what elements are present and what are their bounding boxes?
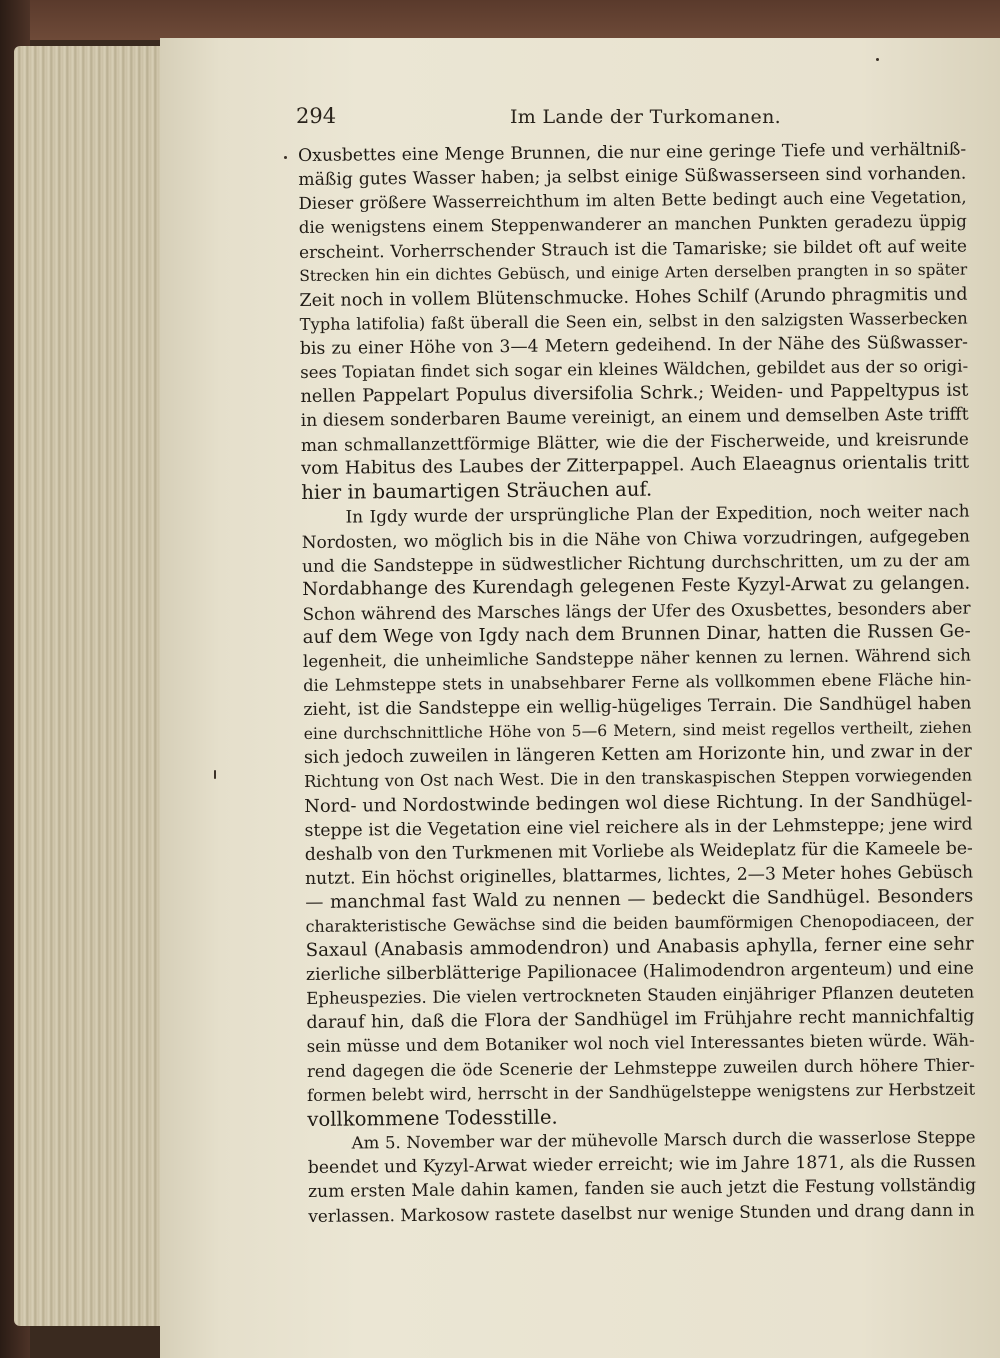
- text-line: auf dem Wege von Igdy nach dem Brunnen Dinar, hatten die Russen Ge-: [302, 620, 971, 648]
- text-line: Typha latifolia) faßt überall die Seen ein, selbst in den salzigsten Wasserbecken: [299, 308, 968, 334]
- text-line: deshalb von den Turkmenen mit Vorliebe als Weideplatz für die Kameele be-: [304, 838, 973, 865]
- running-title: Im Lande der Turkomanen.: [510, 106, 781, 128]
- text-line: sein müsse und dem Botaniker wol noch viel Interessantes bieten würde. Wäh-: [306, 1031, 975, 1057]
- text-line: legenheit, die unheimliche Sandsteppe näher kennen zu lernen. Während sich: [302, 645, 972, 671]
- paper-speck: [876, 58, 879, 61]
- text-line: Nord- und Nordostwinde bedingen wol diese Richtung. In der Sandhügel-: [304, 789, 973, 817]
- text-line: eine durchschnittliche Höhe von 5—6 Metern, sind meist regellos vertheilt, ziehen: [303, 717, 972, 744]
- page-edges: [14, 46, 184, 1326]
- text-line: hier in baumartigen Sträuchen auf.: [301, 477, 653, 505]
- text-line: Nordabhange des Kurendagh gelegenen Feste Kyzyl-Arwat zu gelangen.: [302, 572, 971, 600]
- text-line: Am 5. November war der mühevolle Marsch durch die wasserlose Steppe: [351, 1127, 976, 1153]
- paper-speck: [284, 156, 287, 159]
- text-line: zum ersten Male dahin kamen, fanden sie auch jetzt die Festung vollständig: [307, 1175, 977, 1202]
- text-line: in diesem sonderbaren Baume vereinigt, an einem und demselben Aste trifft: [300, 404, 969, 432]
- text-line: Schon während des Marsches längs der Ufer des Oxusbettes, besonders aber: [302, 597, 971, 624]
- text-line: Saxaul (Anabasis ammodendron) und Anabasis aphylla, ferner eine sehr: [305, 933, 974, 962]
- text-line: nutzt. Ein höchst originelles, blattarmes, lichtes, 2—3 Meter hohes Gebüsch: [304, 862, 974, 889]
- text-line: zierliche silberblätterige Papilionacee (Halimodendron argenteum) und eine: [305, 958, 975, 986]
- text-line: erscheint. Vorherrschender Strauch ist die Tamariske; sie bildet oft auf weite: [298, 235, 968, 263]
- text-line: bis zu einer Höhe von 3—4 Metern gedeihend. In der Nähe des Süßwasser-: [299, 332, 969, 359]
- text-line: Oxusbettes eine Menge Brunnen, die nur eine geringe Tiefe und verhältniß-: [298, 139, 967, 166]
- text-line: vom Habitus des Laubes der Zitterpappel. Auch Elaeagnus orientalis tritt: [301, 451, 970, 480]
- page-header: [296, 104, 976, 136]
- book-cover-top: [30, 0, 1000, 40]
- text-line: sich jedoch zuweilen in längeren Ketten am Horizonte hin, und zwar in der: [303, 741, 972, 769]
- text-line: Dieser größere Wasserreichthum im alten Bette bedingt auch eine Vegetation,: [298, 187, 967, 214]
- text-line: formen belebt wird, herrscht in der Sandhügelsteppe wenigstens zur Herbstzeit: [307, 1079, 976, 1105]
- text-line: Richtung von Ost nach West. Die in den transkaspischen Steppen vorwiegenden: [304, 765, 973, 792]
- text-line: steppe ist die Vegetation eine viel reichere als in der Lehmsteppe; jene wird: [304, 814, 973, 841]
- text-line: die Lehmsteppe stets in unabsehbarer Ferne als vollkommen ebene Fläche hin-: [303, 669, 972, 696]
- paragraph: [301, 499, 975, 1132]
- text-line: vollkommene Todesstille.: [307, 1105, 558, 1131]
- text-line: die wenigstens einem Steppenwanderer an manchen Punkten geradezu üppig: [298, 211, 967, 238]
- text-line: Nordosten, wo möglich bis in die Nähe von Chiwa vorzudringen, aufgegeben: [301, 525, 970, 552]
- text-line: nellen Pappelart Populus diversifolia Schrk.; Weiden- und Pappeltypus ist: [300, 379, 969, 407]
- text-line: Epheuspezies. Die vielen vertrockneten Stauden einjähriger Pflanzen deuteten: [306, 982, 975, 1009]
- text-line: charakteristische Gewächse sind die beiden baumförmigen Chenopodiaceen, der: [305, 910, 974, 936]
- text-line: zieht, ist die Sandsteppe ein wellig-hügeliges Terrain. Die Sandhügel haben: [303, 693, 972, 721]
- text-line: sees Topiatan findet sich sogar ein kleines Wäldchen, gebildet aus der so origi-: [300, 356, 969, 382]
- text-line: Zeit noch in vollem Blütenschmucke. Hohes Schilf (Arundo phragmitis und: [299, 284, 968, 311]
- text-line: darauf hin, daß die Flora der Sandhügel im Frühjahre recht mannichfaltig: [306, 1006, 975, 1034]
- text-line: und die Sandsteppe in südwestlicher Richtung durchschritten, um zu der am: [301, 549, 971, 576]
- text-line: rend dagegen die öde Scenerie der Lehmsteppe zuweilen durch höhere Thier-: [306, 1055, 975, 1081]
- text-line: man schmallanzettförmige Blätter, wie die der Fischerweide, und kreisrunde: [300, 428, 969, 456]
- text-line: beendet und Kyzyl-Arwat wieder erreicht; wie im Jahre 1871, als die Russen: [307, 1151, 976, 1178]
- text-line: In Igdy wurde der ursprüngliche Plan der Expedition, noch weiter nach: [345, 500, 970, 527]
- text-line: — manchmal fast Wald zu nennen — bedeckt die Sandhügel. Besonders: [305, 885, 974, 913]
- paragraph: [307, 1125, 976, 1228]
- text-line: Strecken hin ein dichtes Gebüsch, und einige Arten derselben prangten in so später: [299, 261, 968, 286]
- page-number: 294: [296, 104, 337, 128]
- text-line: mäßig gutes Wasser haben; ja selbst einige Süßwasserseen sind vorhanden.: [298, 163, 967, 191]
- paragraph: [298, 138, 969, 506]
- text-line: verlassen. Markosow rastete daselbst nur wenige Stunden und drang dann in: [308, 1199, 975, 1227]
- paper-speck: [214, 770, 216, 779]
- body-text: [298, 138, 976, 1229]
